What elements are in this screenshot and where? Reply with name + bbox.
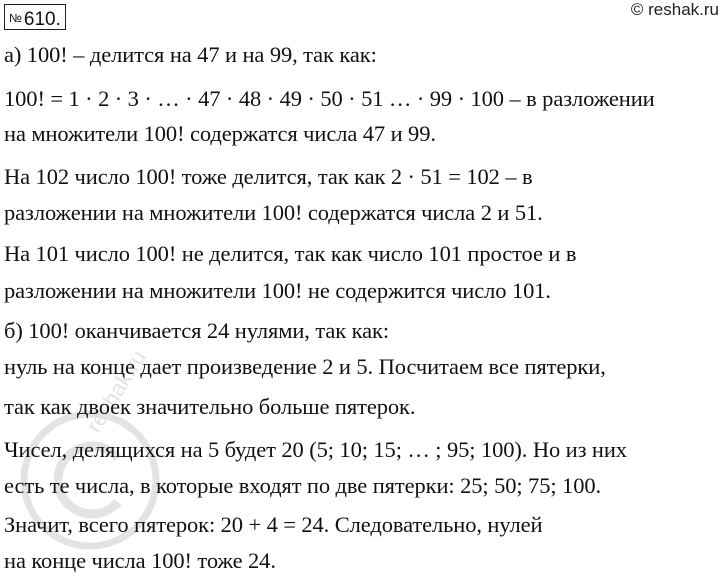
solution-line-6: На 101 число 100! не делится, так как число 101 простое и в — [4, 241, 577, 266]
solution-line-2: 100! = 1 · 2 · 3 · … · 47 · 48 · 49 · 50 · 51 … · 99 · 100 – в разложении — [4, 86, 655, 111]
solution-line-9: нуль на конце дает произведение 2 и 5. Посчитаем все пятерки, — [4, 354, 606, 379]
watermark-text: reshak.ru — [81, 345, 151, 437]
solution-line-14: на конце числа 100! тоже 24. — [4, 548, 276, 573]
solution-line-11: Чисел, делящихся на 5 будет 20 (5; 10; 15; … ; 95; 100). Но из них — [4, 437, 627, 462]
solution-line-10: так как двоек значительно больше пятерок. — [4, 394, 416, 419]
solution-line-3: на множители 100! содержатся числа 47 и 99. — [4, 121, 436, 146]
solution-line-4: На 102 число 100! тоже делится, так как 2 · 51 = 102 – в — [4, 164, 533, 189]
problem-number-badge — [4, 4, 66, 30]
solution-line-7: разложении на множители 100! не содержится число 101. — [4, 278, 551, 303]
problem-number: 610. — [23, 9, 61, 30]
solution-line-13: Значит, всего пятерок: 20 + 4 = 24. Следовательно, нулей — [4, 512, 543, 537]
solution-line-12: есть те числа, в которые входят по две пятерки: 25; 50; 75; 100. — [4, 473, 602, 498]
solution-line-8: б) 100! оканчивается 24 нулями, так как: — [4, 318, 389, 343]
site-credit[interactable]: © reshak.ru — [630, 0, 719, 19]
number-sign: № — [9, 11, 22, 25]
solution-line-1: а) 100! – делится на 47 и на 99, так как: — [4, 42, 377, 67]
solution-line-5: разложении на множители 100! содержатся числа 2 и 51. — [4, 200, 543, 225]
